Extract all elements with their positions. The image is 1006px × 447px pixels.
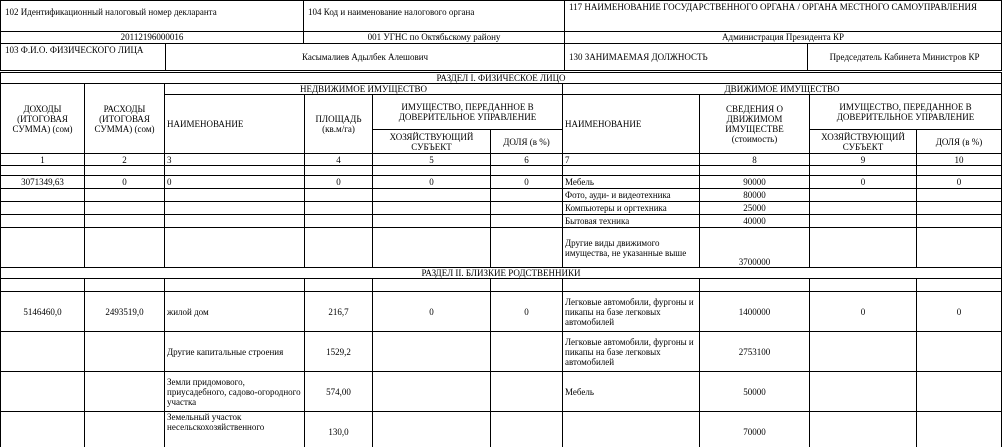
- table-row: [1, 215, 1002, 228]
- s2-movable-value: 1400000: [700, 292, 810, 332]
- s2-realty-name: Земельный участок несельскохозяйственного: [165, 412, 305, 447]
- s2-movable-name: Легковые автомобили, фургоны и пикапы на базе легковых автомобилей: [563, 292, 700, 332]
- col-realty-header: НЕДВИЖИМОЕ ИМУЩЕСТВО: [165, 84, 563, 95]
- col-trust-header: ИМУЩЕСТВО, ПЕРЕДАННОЕ В ДОВЕРИТЕЛЬНОЕ УПРАВЛЕНИЕ: [373, 95, 563, 130]
- s2-movable-value: 2753100: [700, 332, 810, 372]
- s2-realty-name: Другие капитальные строения: [165, 332, 305, 372]
- s2-realty-name: жилой дом: [165, 292, 305, 332]
- column-number-row: [1, 154, 1002, 166]
- s2-share: 0: [491, 292, 563, 332]
- s1-expenses: 0: [85, 176, 165, 189]
- table-row: [1, 176, 1002, 189]
- declarant-header: [0, 0, 1002, 71]
- s2-income: 5146460,0: [1, 292, 85, 332]
- s2-area: 1529,2: [305, 332, 373, 372]
- s1-movable-name: Компьютеры и оргтехника: [563, 202, 700, 215]
- col-number: 6: [491, 154, 563, 166]
- s1-movable-value: 90000: [700, 176, 810, 189]
- col-number: 7: [563, 154, 700, 166]
- inn-value: 20112196000016: [1, 32, 304, 44]
- s1-movable-name: Мебель: [563, 176, 700, 189]
- col-subject2-header: ХОЗЯЙСТВУЮЩИЙ СУБЪЕКТ: [810, 130, 917, 154]
- s1-movable-name: Фото, ауди- и видеотехника: [563, 189, 700, 202]
- col-number: 4: [305, 154, 373, 166]
- col-info-header: СВЕДЕНИЯ О ДВИЖИМОМ ИМУЩЕСТВЕ (стоимость): [700, 95, 810, 154]
- tax-office-value: 001 УГНС по Октябьскому району: [304, 32, 565, 44]
- col-movable-name-header: НАИМЕНОВАНИЕ: [563, 95, 700, 154]
- col-number: 9: [810, 154, 917, 166]
- s2-movable-name: Легковые автомобили, фургоны и пикапы на базе легковых автомобилей: [563, 332, 700, 372]
- table-row: [1, 372, 1002, 412]
- s2-movable-name: [563, 412, 700, 447]
- table-row: [1, 292, 1002, 332]
- position-value: Председатель Кабинета Министров КР: [808, 44, 1002, 71]
- s2-movable-share: 0: [917, 292, 1002, 332]
- table-row: [1, 189, 1002, 202]
- s1-movable-subject: 0: [810, 176, 917, 189]
- field-117-label: 117 НАИМЕНОВАНИЕ ГОСУДАРСТВЕННОГО ОРГАНА / ОРГАНА МЕСТНОГО САМОУПРАВЛЕНИЯ: [565, 1, 1002, 32]
- col-income-header: ДОХОДЫ (ИТОГОВАЯ СУММА) (сом): [1, 84, 85, 154]
- table-row: [1, 228, 1002, 268]
- col-share-header: ДОЛЯ (в %): [491, 130, 563, 154]
- table-row: [1, 332, 1002, 372]
- s2-area: 574,00: [305, 372, 373, 412]
- s2-subject: 0: [373, 292, 491, 332]
- s1-movable-value: 25000: [700, 202, 810, 215]
- org-value: Администрация Президента КР: [565, 32, 1002, 44]
- s2-realty-name: Земли придомового, приусадебного, садово-огородного участка: [165, 372, 305, 412]
- s1-subject: 0: [373, 176, 491, 189]
- section-2-title: РАЗДЕЛ II. БЛИЗКИЕ РОДСТВЕННИКИ: [1, 268, 1002, 279]
- s1-area: 0: [305, 176, 373, 189]
- fio-value: Касымалиев Адылбек Алешович: [166, 44, 565, 71]
- col-number: 5: [373, 154, 491, 166]
- col-area-header: ПЛОЩАДЬ (кв.м/га): [305, 95, 373, 154]
- s1-income: 3071349,63: [1, 176, 85, 189]
- col-realty-name-header: НАИМЕНОВАНИЕ: [165, 95, 305, 154]
- s1-realty-name: 0: [165, 176, 305, 189]
- s2-movable-subject: 0: [810, 292, 917, 332]
- table-row: [1, 412, 1002, 447]
- s1-movable-name: Бытовая техника: [563, 215, 700, 228]
- s2-movable-name: Мебель: [563, 372, 700, 412]
- s1-movable-value: 80000: [700, 189, 810, 202]
- col-number: 8: [700, 154, 810, 166]
- col-subject-header: ХОЗЯЙСТВУЮЩИЙ СУБЪЕКТ: [373, 130, 491, 154]
- col-share2-header: ДОЛЯ (в %): [917, 130, 1002, 154]
- col-trust2-header: ИМУЩЕСТВО, ПЕРЕДАННОЕ В ДОВЕРИТЕЛЬНОЕ УПРАВЛЕНИЕ: [810, 95, 1002, 130]
- field-103-label: 103 Ф.И.О. ФИЗИЧЕСКОГО ЛИЦА: [1, 44, 166, 71]
- s2-area: 216,7: [305, 292, 373, 332]
- col-number: 2: [85, 154, 165, 166]
- s1-movable-value: 40000: [700, 215, 810, 228]
- col-number: 1: [1, 154, 85, 166]
- s2-movable-value: 70000: [700, 412, 810, 447]
- s1-share: 0: [491, 176, 563, 189]
- col-number: 3: [165, 154, 305, 166]
- col-movable-header: ДВИЖИМОЕ ИМУЩЕСТВО: [563, 84, 1002, 95]
- field-102-label: 102 Идентификационный налоговый номер декларанта: [1, 1, 304, 32]
- s2-movable-value: 50000: [700, 372, 810, 412]
- s1-movable-value: 3700000: [700, 228, 810, 268]
- s2-expenses: 2493519,0: [85, 292, 165, 332]
- col-expenses-header: РАСХОДЫ (ИТОГОВАЯ СУММА) (сом): [85, 84, 165, 154]
- col-number: 10: [917, 154, 1002, 166]
- s1-movable-name: Другие виды движимого имущества, не указанные выше: [563, 228, 700, 268]
- assets-table: [0, 72, 1002, 447]
- table-row: [1, 202, 1002, 215]
- field-104-label: 104 Код и наименование налогового органа: [304, 1, 565, 32]
- field-130-label: 130 ЗАНИМАЕМАЯ ДОЛЖНОСТЬ: [565, 44, 808, 71]
- s2-area: 130,0: [305, 412, 373, 447]
- section-1-title: РАЗДЕЛ I. ФИЗИЧЕСКОЕ ЛИЦО: [1, 73, 1002, 84]
- s1-movable-share: 0: [917, 176, 1002, 189]
